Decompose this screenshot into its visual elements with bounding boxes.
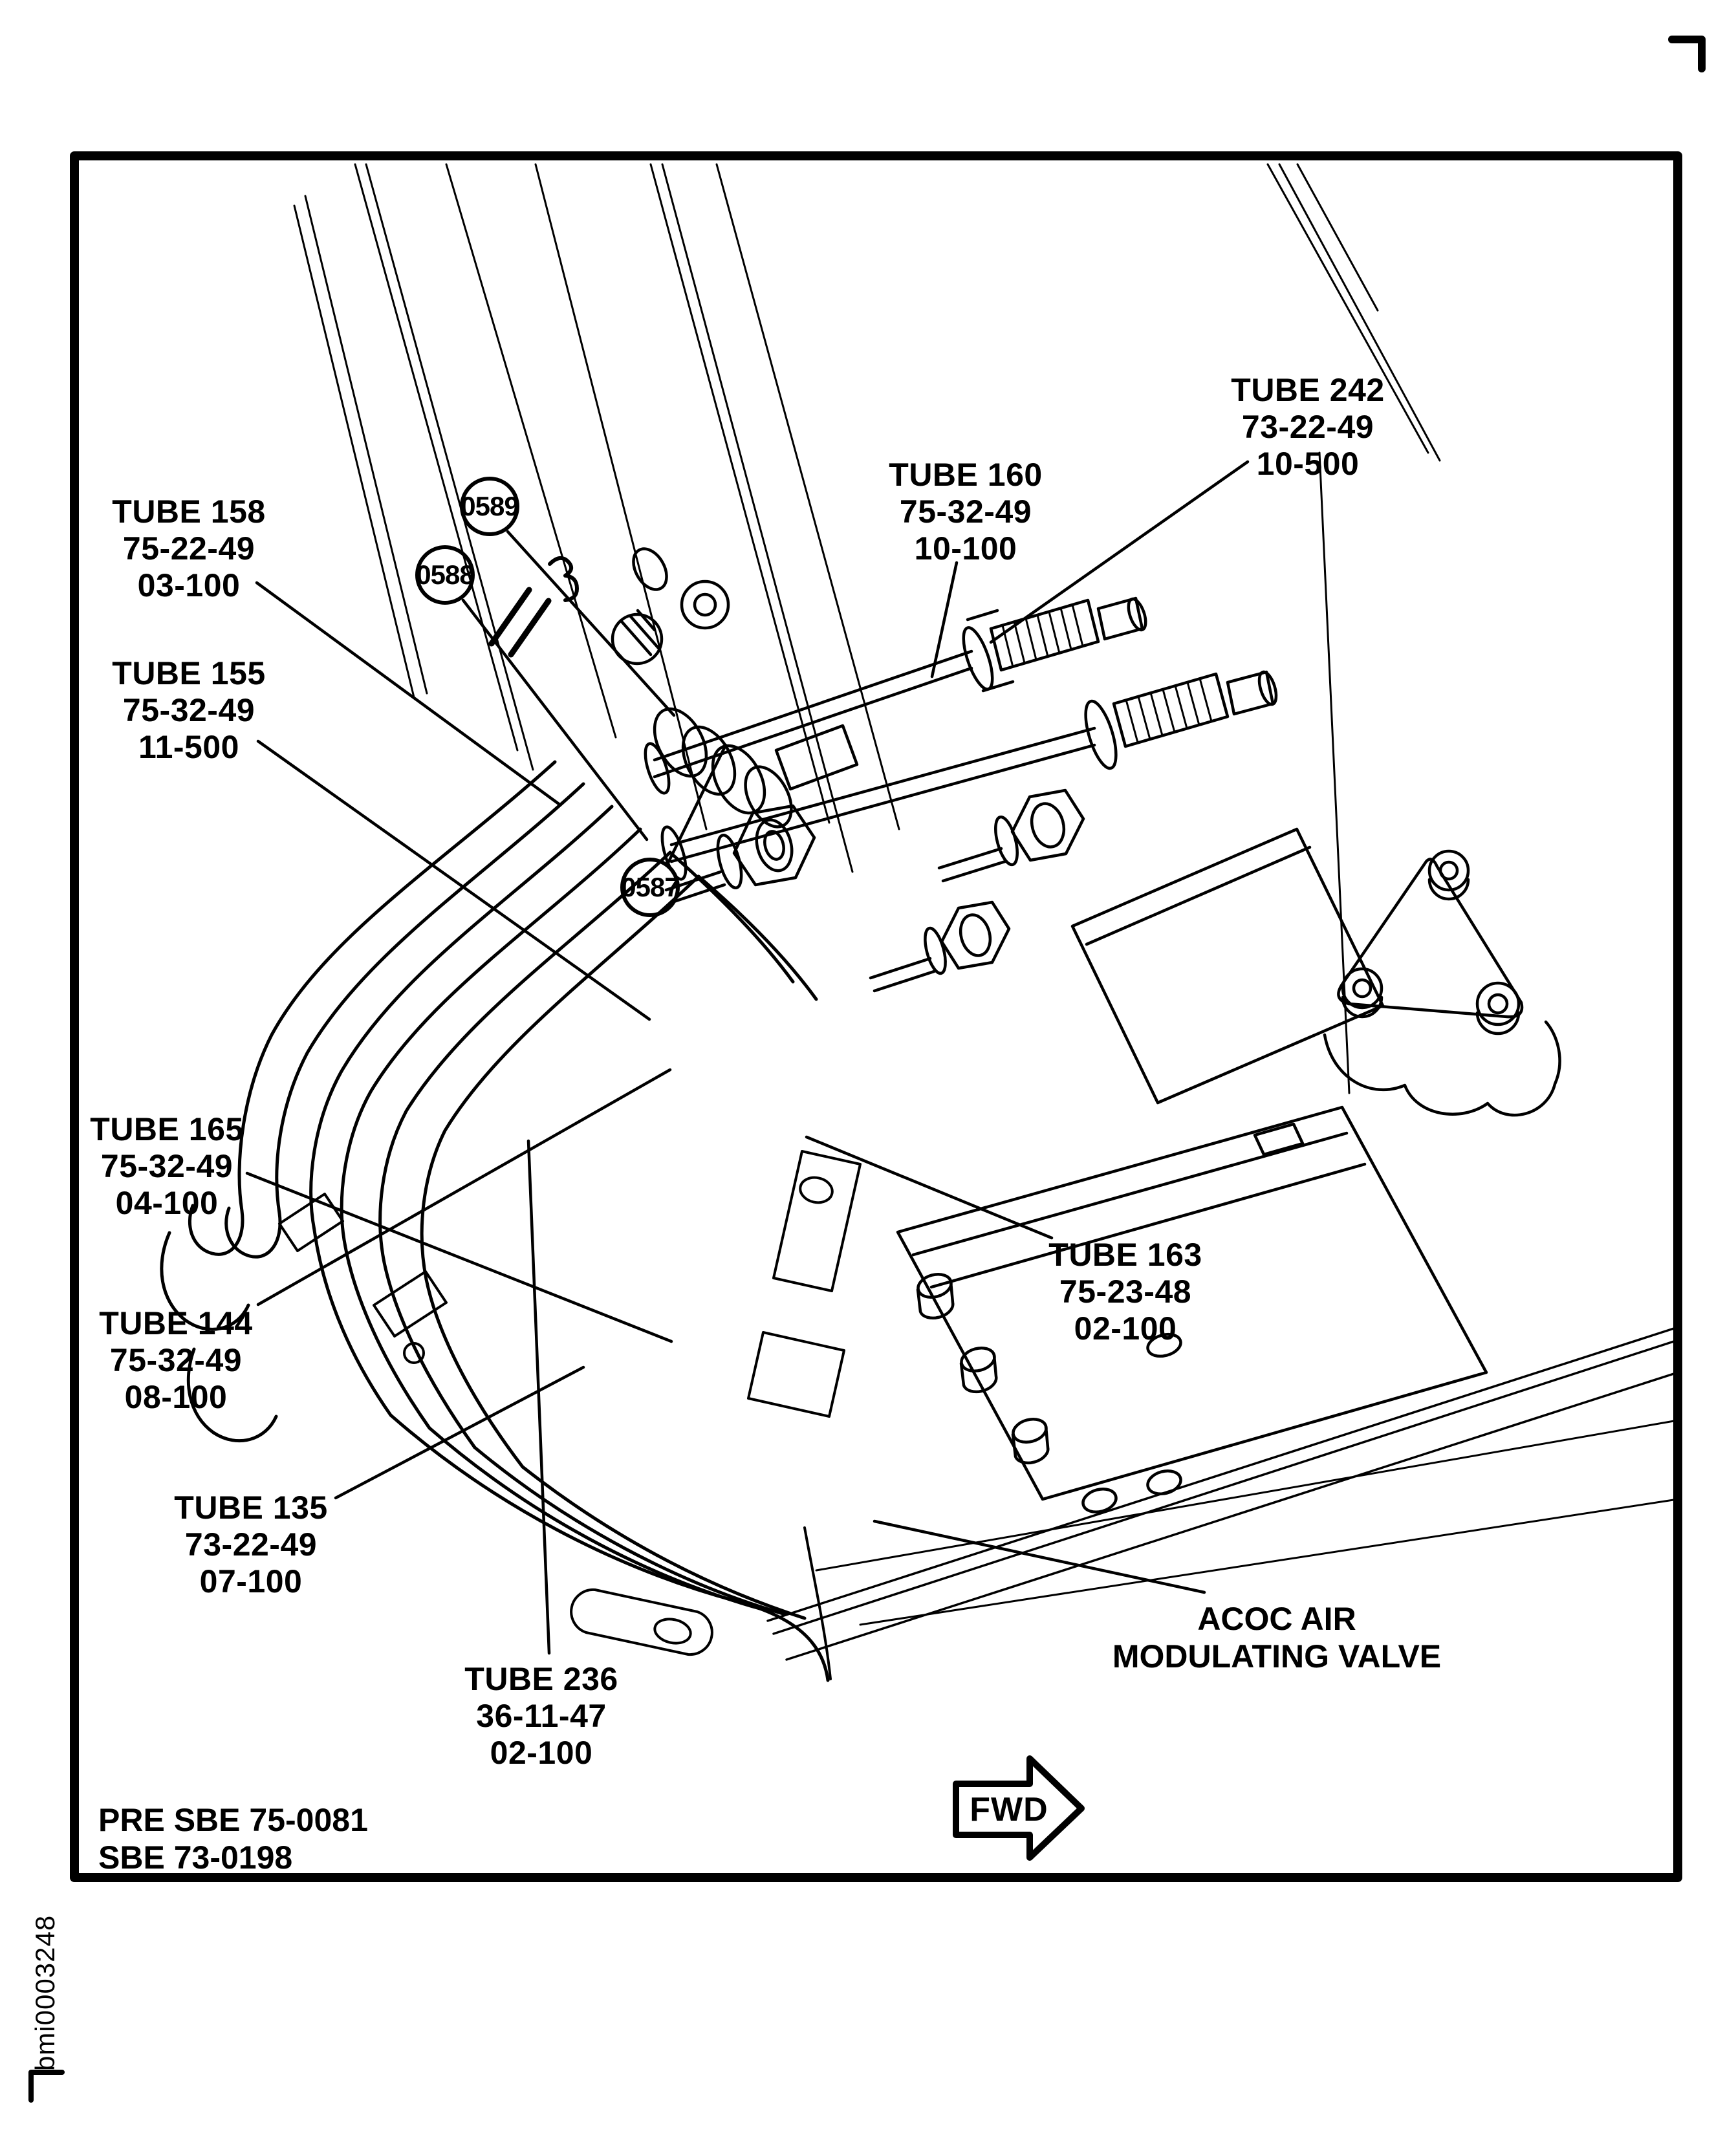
figure-code: bmi0003248 bbox=[30, 1914, 60, 2071]
callout-line: TUBE 144 bbox=[99, 1305, 253, 1341]
callout-tube-135 bbox=[174, 1490, 327, 1600]
callout-tube-165 bbox=[90, 1111, 243, 1222]
callout-line: TUBE 158 bbox=[112, 493, 266, 530]
index-marker-label: 0588 bbox=[416, 559, 474, 590]
callout-line: 75-32-49 bbox=[122, 692, 255, 728]
effectivity-line: SBE 73-0198 bbox=[98, 1839, 293, 1876]
callout-line: 07-100 bbox=[199, 1563, 303, 1599]
callout-line: 75-23-48 bbox=[1059, 1273, 1192, 1310]
callout-line: 11-500 bbox=[138, 729, 239, 765]
lower-clamp-bar bbox=[571, 1590, 712, 1654]
fwd-arrow-label: FWD bbox=[970, 1791, 1048, 1828]
callout-tube-144 bbox=[99, 1305, 252, 1416]
index-marker-0588 bbox=[415, 545, 475, 605]
callout-tube-158 bbox=[112, 493, 265, 604]
callout-line: 73-22-49 bbox=[1241, 409, 1374, 445]
callout-line: 75-32-49 bbox=[899, 493, 1032, 530]
callout-line: 08-100 bbox=[124, 1379, 228, 1415]
callout-line: 10-500 bbox=[1256, 446, 1360, 482]
callout-line: 02-100 bbox=[490, 1735, 593, 1771]
callout-line: 02-100 bbox=[1074, 1310, 1177, 1347]
callout-line: TUBE 163 bbox=[1048, 1237, 1202, 1273]
valve-annotation-line: ACOC AIR bbox=[1197, 1601, 1356, 1637]
callout-line: 03-100 bbox=[137, 567, 241, 603]
callout-line: 36-11-47 bbox=[476, 1698, 607, 1734]
leader-0588 bbox=[463, 600, 647, 840]
callout-line: 75-32-49 bbox=[100, 1148, 233, 1184]
index-marker-label: 0587 bbox=[621, 872, 679, 902]
callout-tube-242 bbox=[1231, 372, 1384, 482]
callout-line: TUBE 155 bbox=[112, 655, 266, 691]
hex-nut-fittings bbox=[666, 790, 1083, 991]
callout-tube-163 bbox=[1048, 1237, 1202, 1347]
leader-tube165 bbox=[247, 1173, 671, 1341]
effectivity-line: PRE SBE 75-0081 bbox=[98, 1802, 368, 1838]
callout-line: TUBE 160 bbox=[889, 457, 1043, 493]
callout-line: TUBE 242 bbox=[1231, 372, 1385, 408]
index-marker-0589 bbox=[460, 477, 519, 536]
callout-line: TUBE 165 bbox=[90, 1111, 244, 1147]
callout-tube-236 bbox=[464, 1661, 618, 1772]
page-corner-mark-bottom-left bbox=[31, 2072, 62, 2100]
callout-line: 04-100 bbox=[115, 1185, 219, 1221]
page-corner-mark-top-right bbox=[1672, 39, 1702, 69]
structural-lines bbox=[294, 164, 1440, 1093]
index-marker-label: 0589 bbox=[461, 491, 519, 521]
callout-line: 75-22-49 bbox=[122, 530, 255, 567]
valve-assembly bbox=[898, 829, 1559, 1515]
callout-line: TUBE 236 bbox=[464, 1661, 618, 1697]
valve-annotation bbox=[1112, 1600, 1441, 1675]
effectivity-note bbox=[98, 1801, 368, 1876]
callout-line: TUBE 135 bbox=[174, 1490, 328, 1526]
mounting-brackets bbox=[748, 1151, 860, 1416]
callout-line: 73-22-49 bbox=[184, 1526, 318, 1563]
index-marker-0587 bbox=[620, 858, 680, 917]
callout-line: 10-100 bbox=[914, 530, 1017, 567]
clamp-cluster bbox=[492, 543, 857, 835]
callout-tube-155 bbox=[112, 655, 265, 766]
callout-tube-160 bbox=[889, 457, 1042, 567]
leader-tube236 bbox=[528, 1141, 549, 1653]
callout-line: 75-32-49 bbox=[109, 1342, 243, 1378]
leader-tube155 bbox=[258, 741, 649, 1019]
valve-annotation-line: MODULATING VALVE bbox=[1112, 1638, 1442, 1674]
tube-fittings bbox=[640, 597, 1279, 991]
